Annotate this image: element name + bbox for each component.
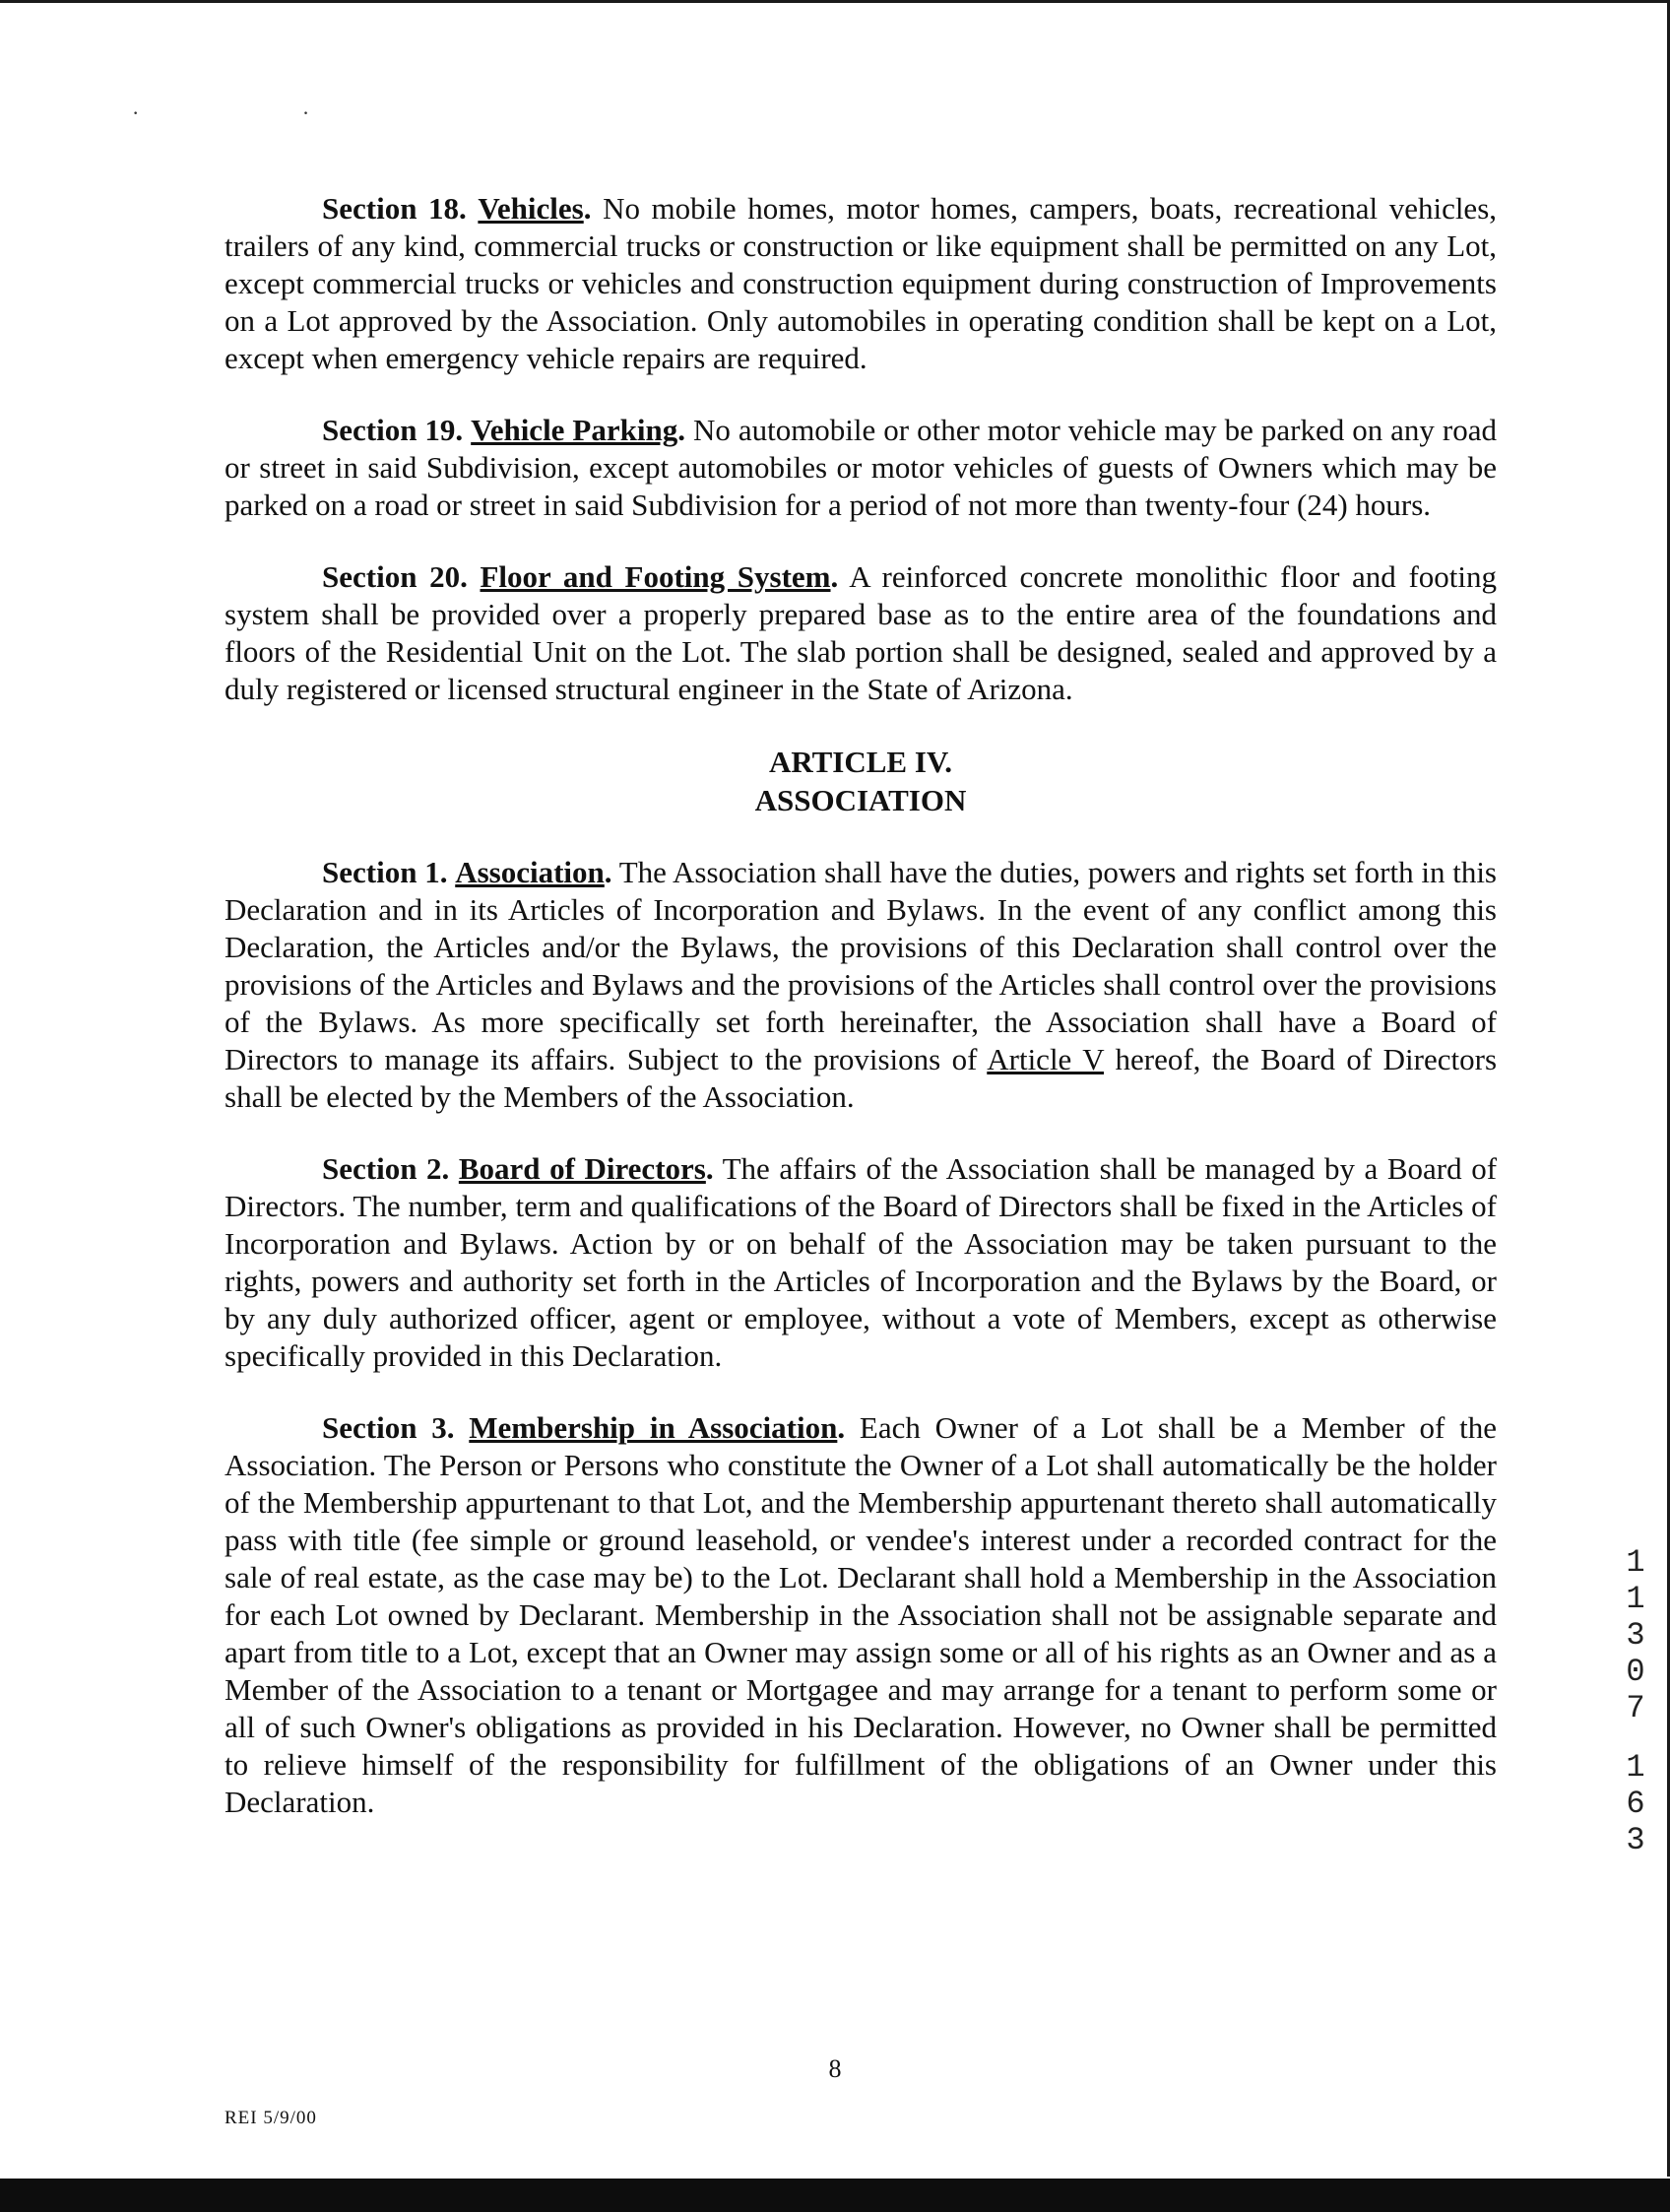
article-number: ARTICLE IV. [768,745,953,779]
section-number: Section 19. [322,413,464,447]
section-title: Floor and Footing System [480,559,831,594]
section-text: The Association shall have the duties, powers and rights set forth in this Declaration and in its Articles of Incorporation and Bylaws. In the event of any conflict among this Declaration, the Articles and/or the Bylaws, the provisions of this Declaration shall control over the provisions of the Articles and Bylaws and the provisions of the Articles shall control over the provisions of the Bylaws. As more specifically set forth hereinafter, the Association shall have a Board of Directors to manage its affairs. Subject to the provisions of [225,855,1497,1076]
section-text-end: hereof, the Board of Directors shall be elected by the Members of the Association. [225,1042,1498,1114]
section-title: Vehicle Parking [471,413,678,447]
article-v-reference: Article V [987,1042,1105,1076]
stamp-digit: 1 [1626,1749,1645,1786]
stamp-digit: 3 [1626,1617,1645,1654]
section-title: Association [455,855,605,889]
section-number: Section 1. [322,855,448,889]
recording-stamp-lower [1621,1749,1650,1858]
article-name: ASSOCIATION [754,783,967,817]
revision-note: REI 5/9/00 [225,2108,317,2128]
stamp-digit: 7 [1626,1690,1645,1726]
section-text: Each Owner of a Lot shall be a Member of the Association. The Person or Persons who constitute the Owner of a Lot shall automatically be the holder of the Membership appurtenant to that Lot, and the Membership appurtenant thereto shall automatically pass with title (fee simple or ground leasehold, or vendee's interest under a recorded contract for the sale of real estate, as the case may be) to the Lot. Declarant shall hold a Membership in the Association for each Lot owned by Declarant. Membership in the Association shall not be assignable separate and apart from title to a Lot, except that an Owner may assign some or all of his rights as an Owner and as a Member of the Association to a tenant or Mortgagee and may arrange for a tenant to perform some or all of such Owner's obligations as provided in his Declaration. However, no Owner shall be permitted to relieve himself of the responsibility for fulfillment of the obligations of an Owner under this Declaration. [225,1410,1498,1819]
section-19: Section 19. Vehicle Parking. No automobile or other motor vehicle may be parked on any road or street in said Subdivision, except automobiles or motor vehicles of guests of Owners which may be parked on a road or street in said Subdivision for a period of not more than twenty-four (24) hours. [225,413,1497,522]
section-number: Section 2. [322,1151,450,1186]
section-title: Vehicles [478,191,584,226]
article-heading [225,743,1497,819]
scan-specks: · · [132,100,389,125]
recording-stamp-upper [1621,1544,1650,1726]
stamp-digit: 3 [1626,1822,1645,1858]
section-2: Section 2. Board of Directors. The affairs of the Association shall be managed by a Board of Directors. The number, term and qualifications of the Board of Directors shall be fixed in the Articles of Incorporation and Bylaws. Action by or on behalf of the Association may be taken pursuant to the rights, powers and authority set forth in the Articles of Incorporation and the Bylaws by the Board, or by any duly authorized officer, agent or employee, without a vote of Members, except as otherwise specifically provided in this Declaration. [225,1151,1498,1373]
section-3: Section 3. Membership in Association. Each Owner of a Lot shall be a Member of the Association. The Person or Persons who constitute the Owner of a Lot shall automatically be the holder of the Membership appurtenant to that Lot, and the Membership appurtenant thereto shall automatically pass with title (fee simple or ground leasehold, or vendee's interest under a recorded contract for the sale of real estate, as the case may be) to the Lot. Declarant shall hold a Membership in the Association for each Lot owned by Declarant. Membership in the Association shall not be assignable separate and apart from title to a Lot, except that an Owner may assign some or all of his rights as an Owner and as a Member of the Association to a tenant or Mortgagee and may arrange for a tenant to perform some or all of such Owner's obligations as provided in his Declaration. However, no Owner shall be permitted to relieve himself of the responsibility for fulfillment of the obligations of an Owner under this Declaration. [225,1410,1498,1819]
section-text: The affairs of the Association shall be managed by a Board of Directors. The number, term and qualifications of the Board of Directors shall be fixed in the Articles of Incorporation and Bylaws. Action by or on behalf of the Association may be taken pursuant to the rights, powers and authority set forth in the Articles of Incorporation and the Bylaws by the Board, or by any duly authorized officer, agent or employee, without a vote of Members, except as otherwise specifically provided in this Declaration. [225,1151,1498,1373]
section-1: Section 1. Association. The Association shall have the duties, powers and rights set forth in this Declaration and in its Articles of Incorporation and Bylaws. In the event of any conflict among this Declaration, the Articles and/or the Bylaws, the provisions of this Declaration shall control over the provisions of the Articles and Bylaws and the provisions of the Articles shall control over the provisions of the Bylaws. As more specifically set forth hereinafter, the Association shall have a Board of Directors to manage its affairs. Subject to the provisions of Article V hereof, the Board of Directors shall be elected by the Members of the Association. [225,855,1498,1114]
stamp-digit: 0 [1626,1654,1645,1690]
section-20: Section 20. Floor and Footing System. A reinforced concrete monolithic floor and footing system shall be provided over a properly prepared base as to the entire area of the foundations and floors of the Residential Unit on the Lot. The slab portion shall be designed, sealed and approved by a duly registered or licensed structural engineer in the State of Arizona. [225,559,1498,706]
stamp-digit: 1 [1626,1581,1645,1617]
scan-top-edge [0,0,1670,3]
section-title: Board of Directors [458,1151,706,1186]
section-text: No automobile or other motor vehicle may be parked on any road or street in said Subdivision, except automobiles or motor vehicles of guests of Owners which may be parked on a road or street in said Subdivision for a period of not more than twenty-four (24) hours. [225,413,1497,522]
section-title: Membership in Association [469,1410,838,1445]
stamp-digit: 1 [1626,1544,1645,1581]
document-body [225,190,1497,1855]
scan-bottom-band [0,2179,1670,2212]
stamp-digit: 6 [1626,1786,1645,1822]
section-number: Section 18. [322,191,467,226]
section-number: Section 3. [322,1410,455,1445]
section-18: Section 18. Vehicles. No mobile homes, motor homes, campers, boats, recreational vehicles, trailers of any kind, commercial trucks or construction or like equipment shall be permitted on any Lot, except commercial trucks or vehicles and construction equipment during construction of Improvements on a Lot approved by the Association. Only automobiles in operating condition shall be kept on a Lot, except when emergency vehicle repairs are required. [225,191,1498,375]
page-number: 8 [828,2054,842,2083]
section-text: No mobile homes, motor homes, campers, boats, recreational vehicles, trailers of any kind, commercial trucks or construction or like equipment shall be permitted on any Lot, except commercial trucks or vehicles and construction equipment during construction of Improvements on a Lot approved by the Association. Only automobiles in operating condition shall be kept on a Lot, except when emergency vehicle repairs are required. [225,191,1498,375]
section-number: Section 20. [322,559,468,594]
section-text: A reinforced concrete monolithic floor and footing system shall be provided over a properly prepared base as to the entire area of the foundations and floors of the Residential Unit on the Lot. The slab portion shall be designed, sealed and approved by a duly registered or licensed structural engineer in the State of Arizona. [225,559,1498,706]
